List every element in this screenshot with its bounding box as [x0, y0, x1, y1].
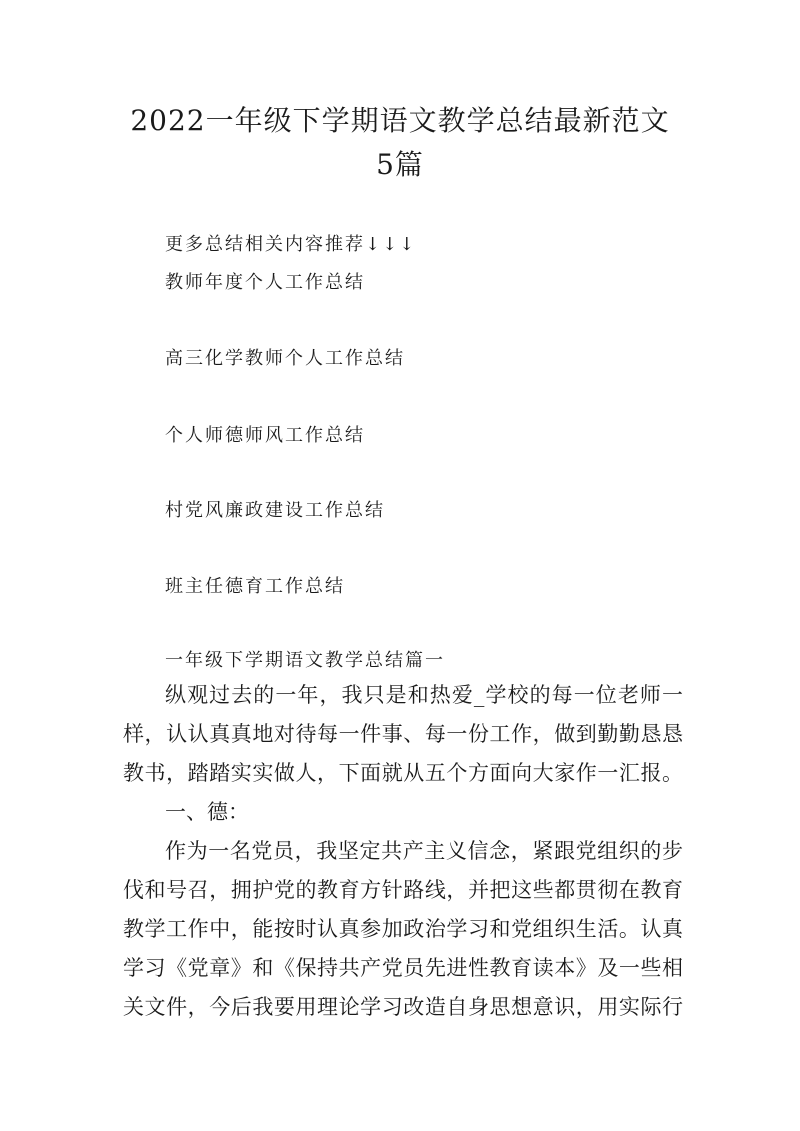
document-title-line-1: 2022一年级下学期语文教学总结最新范文	[130, 104, 670, 137]
paragraph-2-line-2: 伐和号召，拥护党的教育方针路线，并把这些都贯彻在教育	[123, 878, 683, 902]
point-heading: 一、德：	[165, 800, 249, 824]
recommend-heading: 更多总结相关内容推荐↓↓↓	[165, 234, 417, 255]
recommend-link-2[interactable]: 高三化学教师个人工作总结	[165, 348, 405, 369]
paragraph-1-line-2: 样，认认真真地对待每一件事、每一份工作，做到勤勤恳恳	[123, 722, 683, 746]
paragraph-2-line-5: 关文件，今后我要用理论学习改造自身思想意识，用实际行	[123, 995, 683, 1019]
document-title-line-2: 5篇	[376, 148, 424, 181]
paragraph-2-line-3: 教学工作中，能按时认真参加政治学习和党组织生活。认真	[123, 917, 683, 941]
recommend-link-4[interactable]: 村党风廉政建设工作总结	[165, 500, 385, 521]
section-heading: 一年级下学期语文教学总结篇一	[165, 650, 445, 671]
paragraph-2-line-4: 学习《党章》和《保持共产党员先进性教育读本》及一些相	[123, 956, 683, 980]
recommend-link-5[interactable]: 班主任德育工作总结	[165, 576, 345, 597]
recommend-link-1[interactable]: 教师年度个人工作总结	[165, 272, 365, 293]
paragraph-2-line-1: 作为一名党员，我坚定共产主义信念，紧跟党组织的步	[165, 839, 683, 863]
paragraph-1-line-3: 教书，踏踏实实做人，下面就从五个方面向大家作一汇报。	[123, 761, 683, 785]
recommend-link-3[interactable]: 个人师德师风工作总结	[165, 425, 365, 446]
paragraph-1-line-1: 纵观过去的一年，我只是和热爱_学校的每一位老师一	[165, 683, 683, 707]
